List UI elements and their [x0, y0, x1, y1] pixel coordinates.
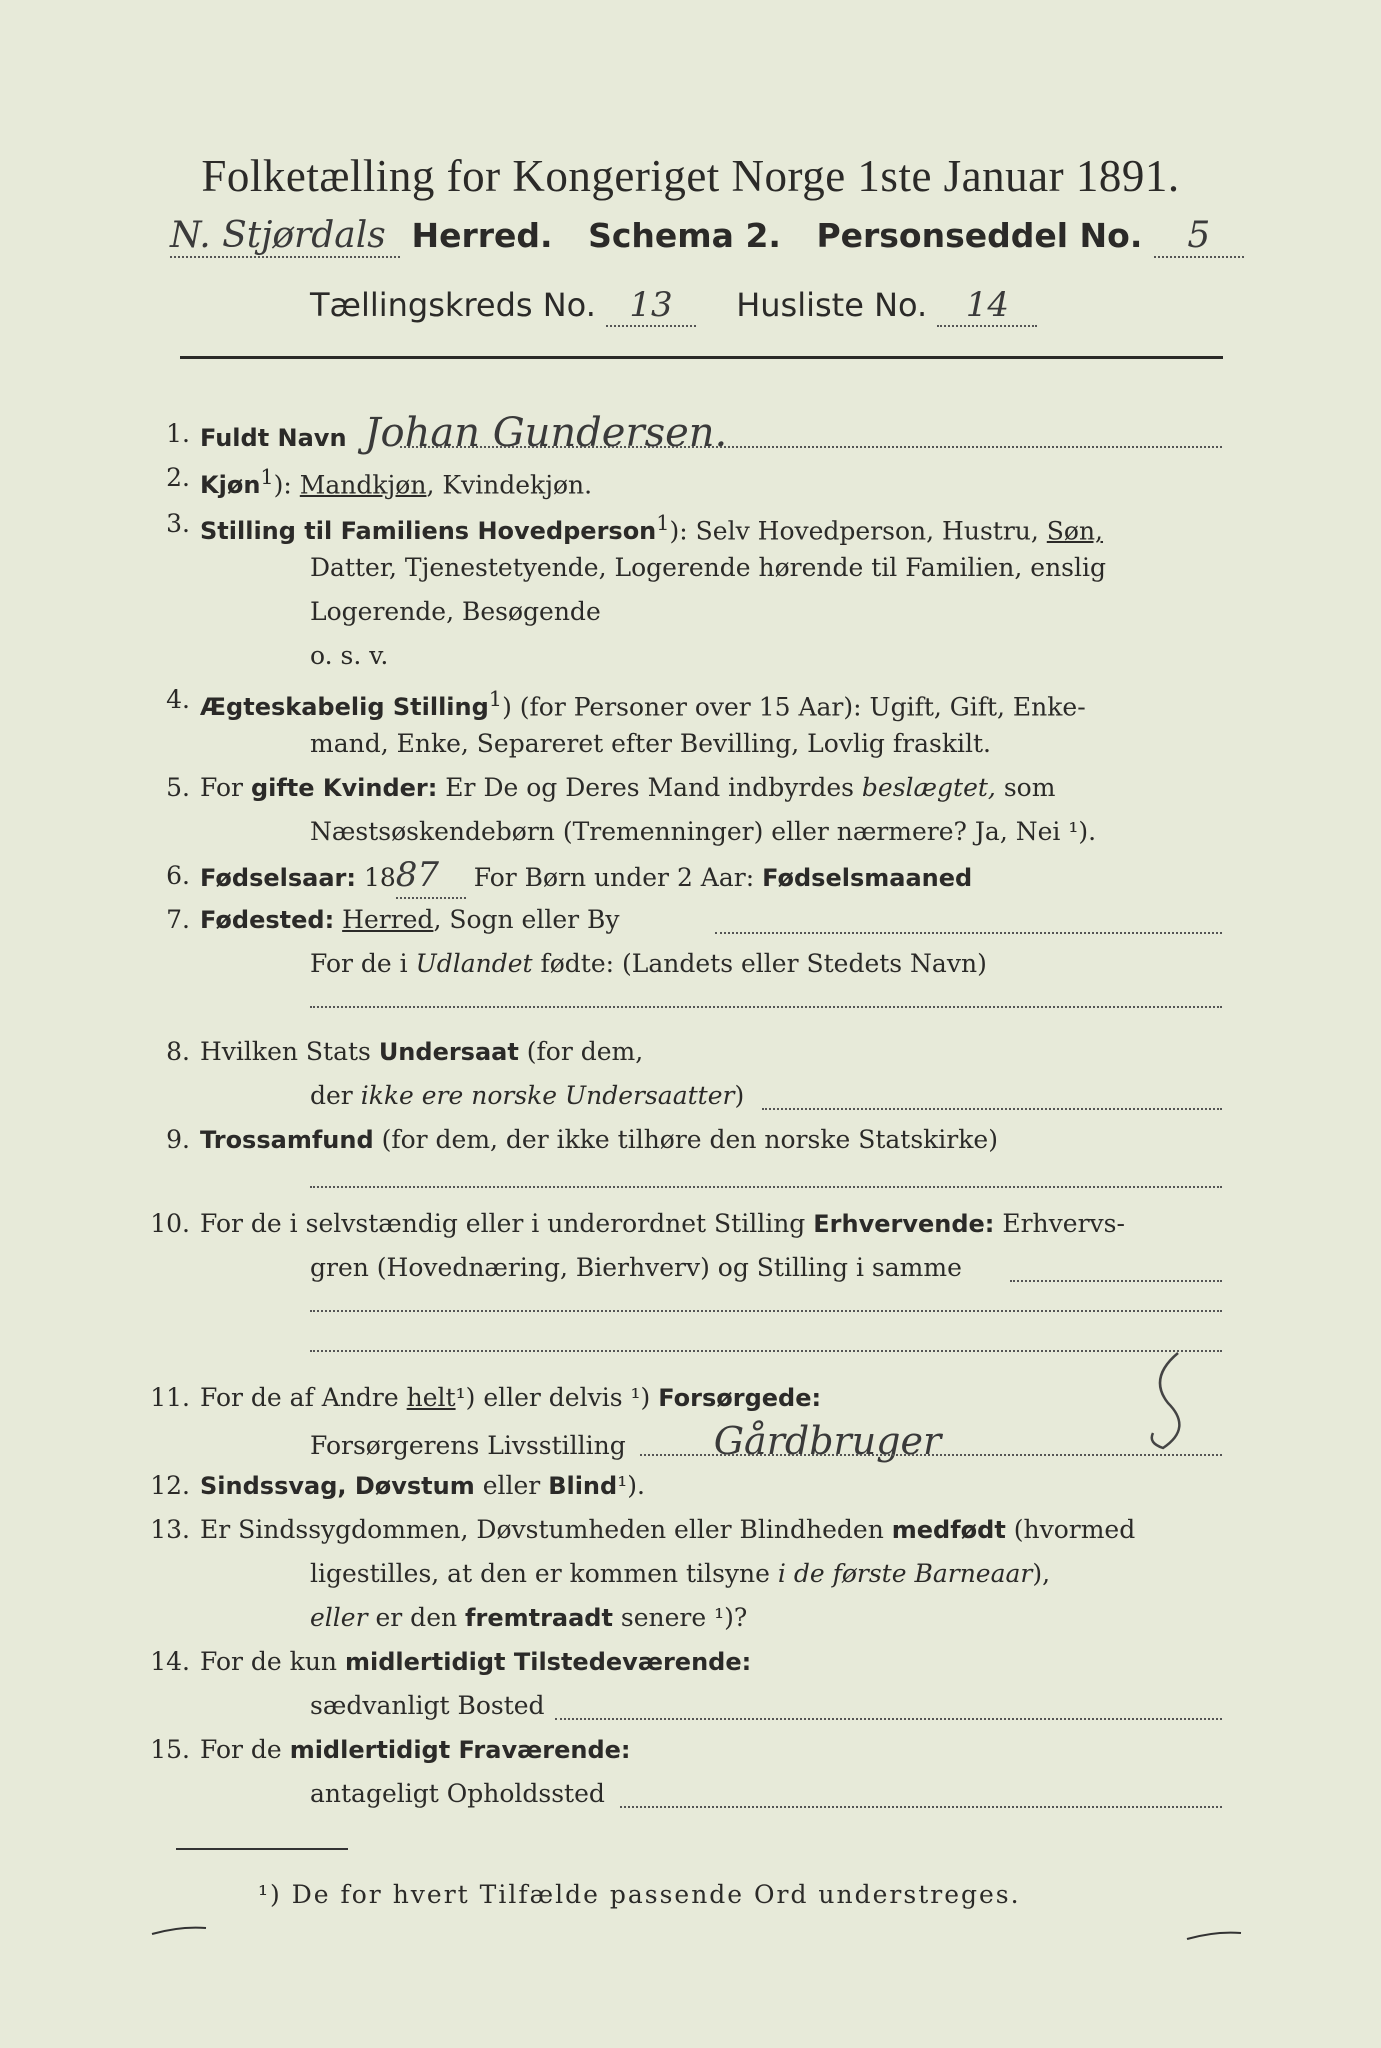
- schema-label: Schema 2.: [588, 216, 781, 255]
- kreds-line: [310, 285, 1037, 327]
- personseddel-label: Personseddel No.: [816, 216, 1143, 255]
- footnote: ¹) De for hvert Tilfælde passende Ord understreges.: [258, 1880, 1021, 1909]
- dotline: [310, 1310, 1222, 1312]
- footnote-rule: [176, 1848, 348, 1850]
- pen-mark: [1185, 1925, 1245, 1945]
- birth-year-value: 87: [396, 854, 466, 899]
- husliste-value: 14: [937, 285, 1037, 327]
- item-3-line-2: Datter, Tjenestetyende, Logerende hørende til Familien, enslig: [310, 553, 1107, 582]
- selected-relation: Søn,: [1046, 516, 1104, 546]
- dotline: [310, 1006, 1222, 1008]
- item-5-line-2: Næstsøskendebørn (Tremenninger) eller nærmere? Ja, Nei ¹).: [310, 817, 1097, 846]
- item-12: 12. Sindssvag, Døvstum eller Blind¹).: [150, 1471, 645, 1500]
- item-10: 10. For de i selvstændig eller i underordnet Stilling Erhvervende: Erhvervs-: [150, 1209, 1125, 1238]
- dotline: [555, 1718, 1222, 1720]
- item-11-line-2: Forsørgerens Livsstilling Gårdbruger: [310, 1419, 942, 1463]
- dotline: [715, 932, 1222, 934]
- dotline: [400, 446, 1222, 448]
- provider-occupation-value: Gårdbruger: [713, 1419, 942, 1463]
- herred-line: [170, 215, 1244, 258]
- dotline: [640, 1454, 1222, 1456]
- dotline: [1010, 1280, 1222, 1282]
- form-title: Folketælling for Kongeriget Norge 1ste Januar 1891.: [201, 151, 1180, 201]
- dotline: [762, 1108, 1222, 1110]
- item-3: 3. Stilling til Familiens Hovedperson$^1$): Selv Hovedperson, Hustru, Søn,: [166, 509, 1104, 546]
- item-15-line-2: antageligt Opholdssted: [310, 1779, 605, 1808]
- item-2: 2. Kjøn$^1$): Mandkjøn, Kvindekjøn.: [166, 463, 593, 500]
- item-10-line-2: gren (Hovednæring, Bierhverv) og Stilling i samme: [310, 1253, 962, 1282]
- item-15: 15. For de midlertidigt Fraværende:: [150, 1735, 631, 1764]
- handwritten-mark: [1138, 1348, 1198, 1458]
- item-3-line-3: Logerende, Besøgende: [310, 597, 601, 626]
- item-3-line-4: o. s. v.: [310, 641, 389, 670]
- personseddel-value: 5: [1154, 215, 1244, 258]
- item-13: 13. Er Sindssygdommen, Døvstumheden eller Blindheden medfødt (hvormed: [150, 1515, 1136, 1544]
- pen-mark: [150, 1920, 210, 1940]
- full-name-value: Johan Gundersen.: [364, 410, 728, 456]
- selected-birthplace: Herred: [342, 905, 434, 934]
- item-6: 6. Fødselsaar: 1887 For Børn under 2 Aar: Fødselsmaaned: [180, 854, 972, 900]
- header-rule: [180, 356, 1223, 359]
- herred-value: N. Stjørdals: [170, 215, 400, 258]
- item-4-line-2: mand, Enke, Separeret efter Bevilling, Lovlig fraskilt.: [310, 729, 991, 758]
- item-7: 7. Fødested: Herred, Sogn eller By: [166, 905, 620, 934]
- herred-label: Herred.: [411, 216, 553, 255]
- item-14: 14. For de kun midlertidigt Tilstedeværende:: [150, 1647, 752, 1676]
- dotline: [620, 1806, 1222, 1808]
- selected-support: helt: [406, 1383, 456, 1412]
- selected-gender: Mandkjøn: [299, 470, 427, 500]
- item-13-line-2: ligestilles, at den er kommen tilsyne i de første Barneaar),: [310, 1559, 1051, 1588]
- item-8-line-2: der ikke ere norske Undersaatter): [310, 1081, 745, 1110]
- item-8: 8. Hvilken Stats Undersaat (for dem,: [166, 1037, 644, 1066]
- dotline: [310, 1186, 1222, 1188]
- item-11: 11. For de af Andre helt¹) eller delvis ¹) Forsørgede:: [150, 1383, 822, 1412]
- dotline: [310, 1350, 1222, 1352]
- item-14-line-2: sædvanligt Bosted: [310, 1691, 545, 1720]
- item-9: 9. Trossamfund (for dem, der ikke tilhøre den norske Statskirke): [166, 1125, 998, 1154]
- item-13-line-3: eller er den fremtraadt senere ¹)?: [310, 1603, 748, 1632]
- item-7-line-2: For de i Udlandet fødte: (Landets eller Stedets Navn): [310, 949, 987, 978]
- item-1: 1. Fuldt Navn Johan Gundersen.: [166, 410, 728, 456]
- item-4: 4. Ægteskabelig Stilling$^1$) (for Personer over 15 Aar): Ugift, Gift, Enke-: [166, 685, 1086, 722]
- item-5: 5. For gifte Kvinder: Er De og Deres Mand indbyrdes beslægtet, som: [166, 773, 1056, 802]
- kreds-value: 13: [606, 285, 696, 327]
- husliste-label: Husliste No.: [736, 286, 928, 324]
- kreds-label: Tællingskreds No.: [310, 286, 596, 324]
